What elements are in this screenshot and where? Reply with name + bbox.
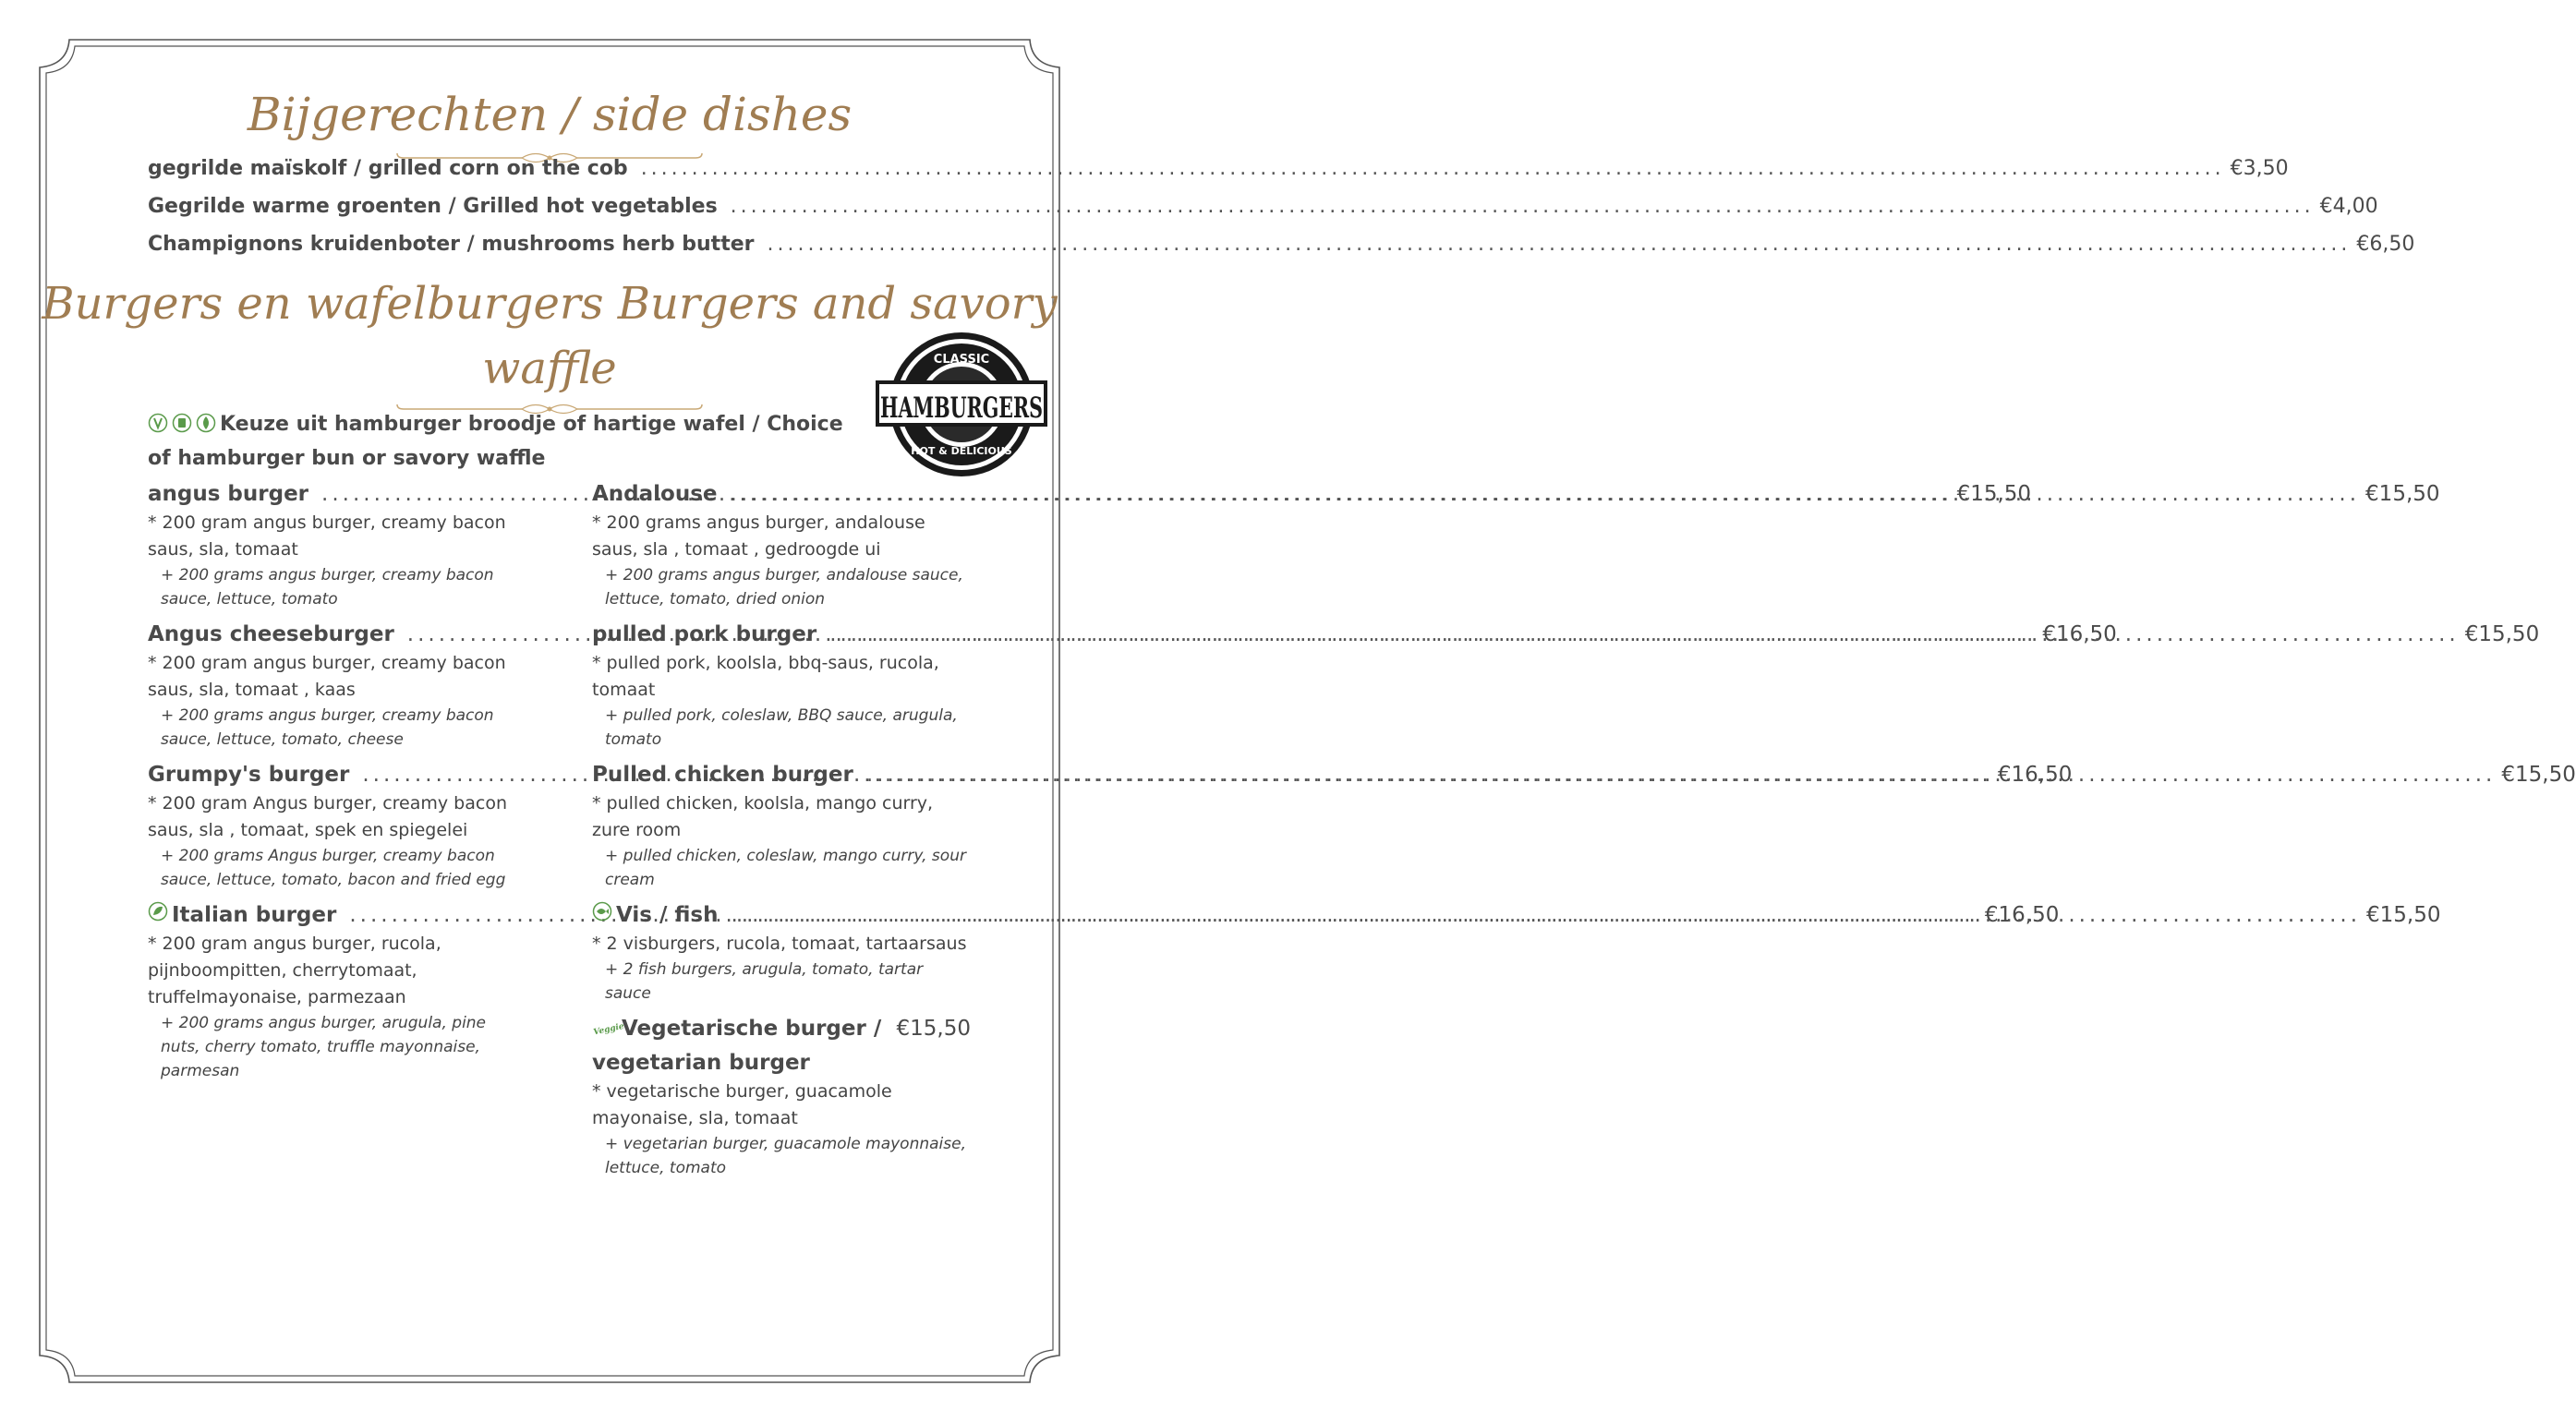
item-name: Italian burger (172, 903, 337, 927)
badge-top-text: CLASSIC (933, 353, 990, 367)
dot-leader (731, 195, 2315, 218)
item-price: €15,50 (2464, 622, 2540, 646)
item-name: Vis / fish (616, 903, 719, 927)
item-price: €15,50 (2366, 903, 2441, 927)
item-description-en: + 200 grams Angus burger, creamy bacon sauce, lettuce, tomato, bacon and fried egg (161, 847, 506, 889)
item-description-en: + vegetarian burger, guacamole mayonnaise, lettuce, tomato (605, 1135, 966, 1177)
item-price: €15,50 (896, 1017, 971, 1041)
item-description-nl: * 200 gram Angus burger, creamy bacon saus, sla , tomaat, spek en spiegelei (148, 793, 507, 840)
item-price: €15,50 (1956, 482, 2032, 506)
side-dish-name: Gegrilde warme groenten / Grilled hot vegetables (148, 195, 718, 218)
veggie-label-icon (592, 1016, 625, 1047)
side-dish-price: €4,00 (2319, 195, 2378, 218)
item-description-nl: * 200 grams angus burger, andalouse saus, sla , tomaat , gedroogde ui (592, 512, 925, 560)
item-name: Pulled chicken burger (592, 763, 853, 787)
item-description-en: + 200 grams angus burger, andalouse sauce, lettuce, tomato, dried onion (605, 566, 963, 609)
side-dish-row (148, 233, 2415, 256)
dot-leader (732, 899, 2362, 931)
item-name: angus burger (148, 482, 309, 506)
side-dish-name: Champignons kruidenboter / mushrooms herb butter (148, 233, 755, 256)
menu-item (592, 1013, 971, 1180)
dot-leader (866, 759, 2497, 790)
side-dishes-title: Bijgerechten / side dishes (247, 88, 853, 141)
item-price: €16,50 (1997, 763, 2073, 787)
item-description-en: + pulled pork, coleslaw, BBQ sauce, arugula, tomato (605, 706, 958, 749)
item-description-nl: * 2 visburgers, rucola, tomaat, tartaarsaus (592, 934, 967, 954)
side-dish-row (148, 195, 2378, 218)
item-name: Grumpy's burger (148, 763, 350, 787)
burgers-title-line2: waffle (482, 343, 617, 394)
intro-text: Keuze uit hamburger broodje of hartige wafel / Choice of hamburger bun or savory waffle (148, 413, 843, 470)
item-name: Andalouse (592, 482, 718, 506)
item-name (592, 1013, 881, 1047)
dairy-free-icon (172, 412, 192, 443)
classic-hamburgers-badge (874, 325, 1049, 484)
item-description-en: + 2 fish burgers, arugula, tomato, tartar sauce (605, 960, 924, 1003)
side-dish-price: €3,50 (2230, 157, 2289, 180)
vegetarian-icon (148, 899, 168, 931)
side-dish-name: gegrilde maïskolf / grilled corn on the cob (148, 157, 628, 180)
item-name: Angus cheeseburger (148, 622, 394, 646)
dot-leader (731, 478, 2361, 510)
item-name: pulled pork burger (592, 622, 817, 646)
item-price: €16,50 (1984, 903, 2060, 927)
item-description-nl: * 200 gram angus burger, creamy bacon saus, sla, tomaat (148, 512, 506, 560)
veggie-label-text: Veggie (592, 1021, 625, 1038)
item-description-nl: * 200 gram angus burger, creamy bacon saus, sla, tomaat , kaas (148, 653, 506, 700)
burger-intro (148, 409, 868, 475)
item-price: €16,50 (2042, 622, 2117, 646)
dot-leader (641, 157, 2225, 180)
item-description-nl: * pulled chicken, koolsla, mango curry, zure room (592, 793, 934, 840)
item-price: €15,50 (2365, 482, 2440, 506)
fish-icon (592, 899, 612, 931)
badge-bottom-text: HOT & DELICIOUS (911, 445, 1012, 457)
item-price: €15,50 (2501, 763, 2576, 787)
badge-main-text: HAMBURGERS (880, 392, 1043, 425)
gluten-free-icon (196, 412, 216, 443)
item-description-nl: * pulled pork, koolsla, bbq-saus, rucola, tomaat (592, 653, 939, 700)
item-description-en: + pulled chicken, coleslaw, mango curry, sour cream (605, 847, 966, 889)
item-description-en: + 200 grams angus burger, arugula, pine nuts, cherry tomato, truffle mayonnaise, parmesan (161, 1014, 487, 1080)
side-dish-price: €6,50 (2356, 233, 2415, 256)
vegan-icon (148, 412, 168, 443)
item-description-en: + 200 grams angus burger, creamy bacon sauce, lettuce, tomato (161, 566, 494, 609)
menu-item (592, 478, 2440, 611)
item-description-nl: * vegetarische burger, guacamole mayonaise, sla, tomaat (592, 1081, 892, 1128)
item-name-line1: Vegetarische burger / (622, 1017, 882, 1041)
item-name-line2: vegetarian burger (592, 1051, 810, 1075)
item-description-en: + 200 grams angus burger, creamy bacon sauce, lettuce, tomato, cheese (161, 706, 494, 749)
side-dish-row (148, 157, 2289, 180)
item-description-nl: * 200 gram angus burger, rucola, pijnboompitten, cherrytomaat, truffelmayonaise, parmezaan (148, 934, 441, 1007)
dot-leader (829, 619, 2460, 650)
burgers-title-line1: Burgers en wafelburgers Burgers and savory (42, 278, 1058, 330)
dot-leader (767, 233, 2351, 256)
